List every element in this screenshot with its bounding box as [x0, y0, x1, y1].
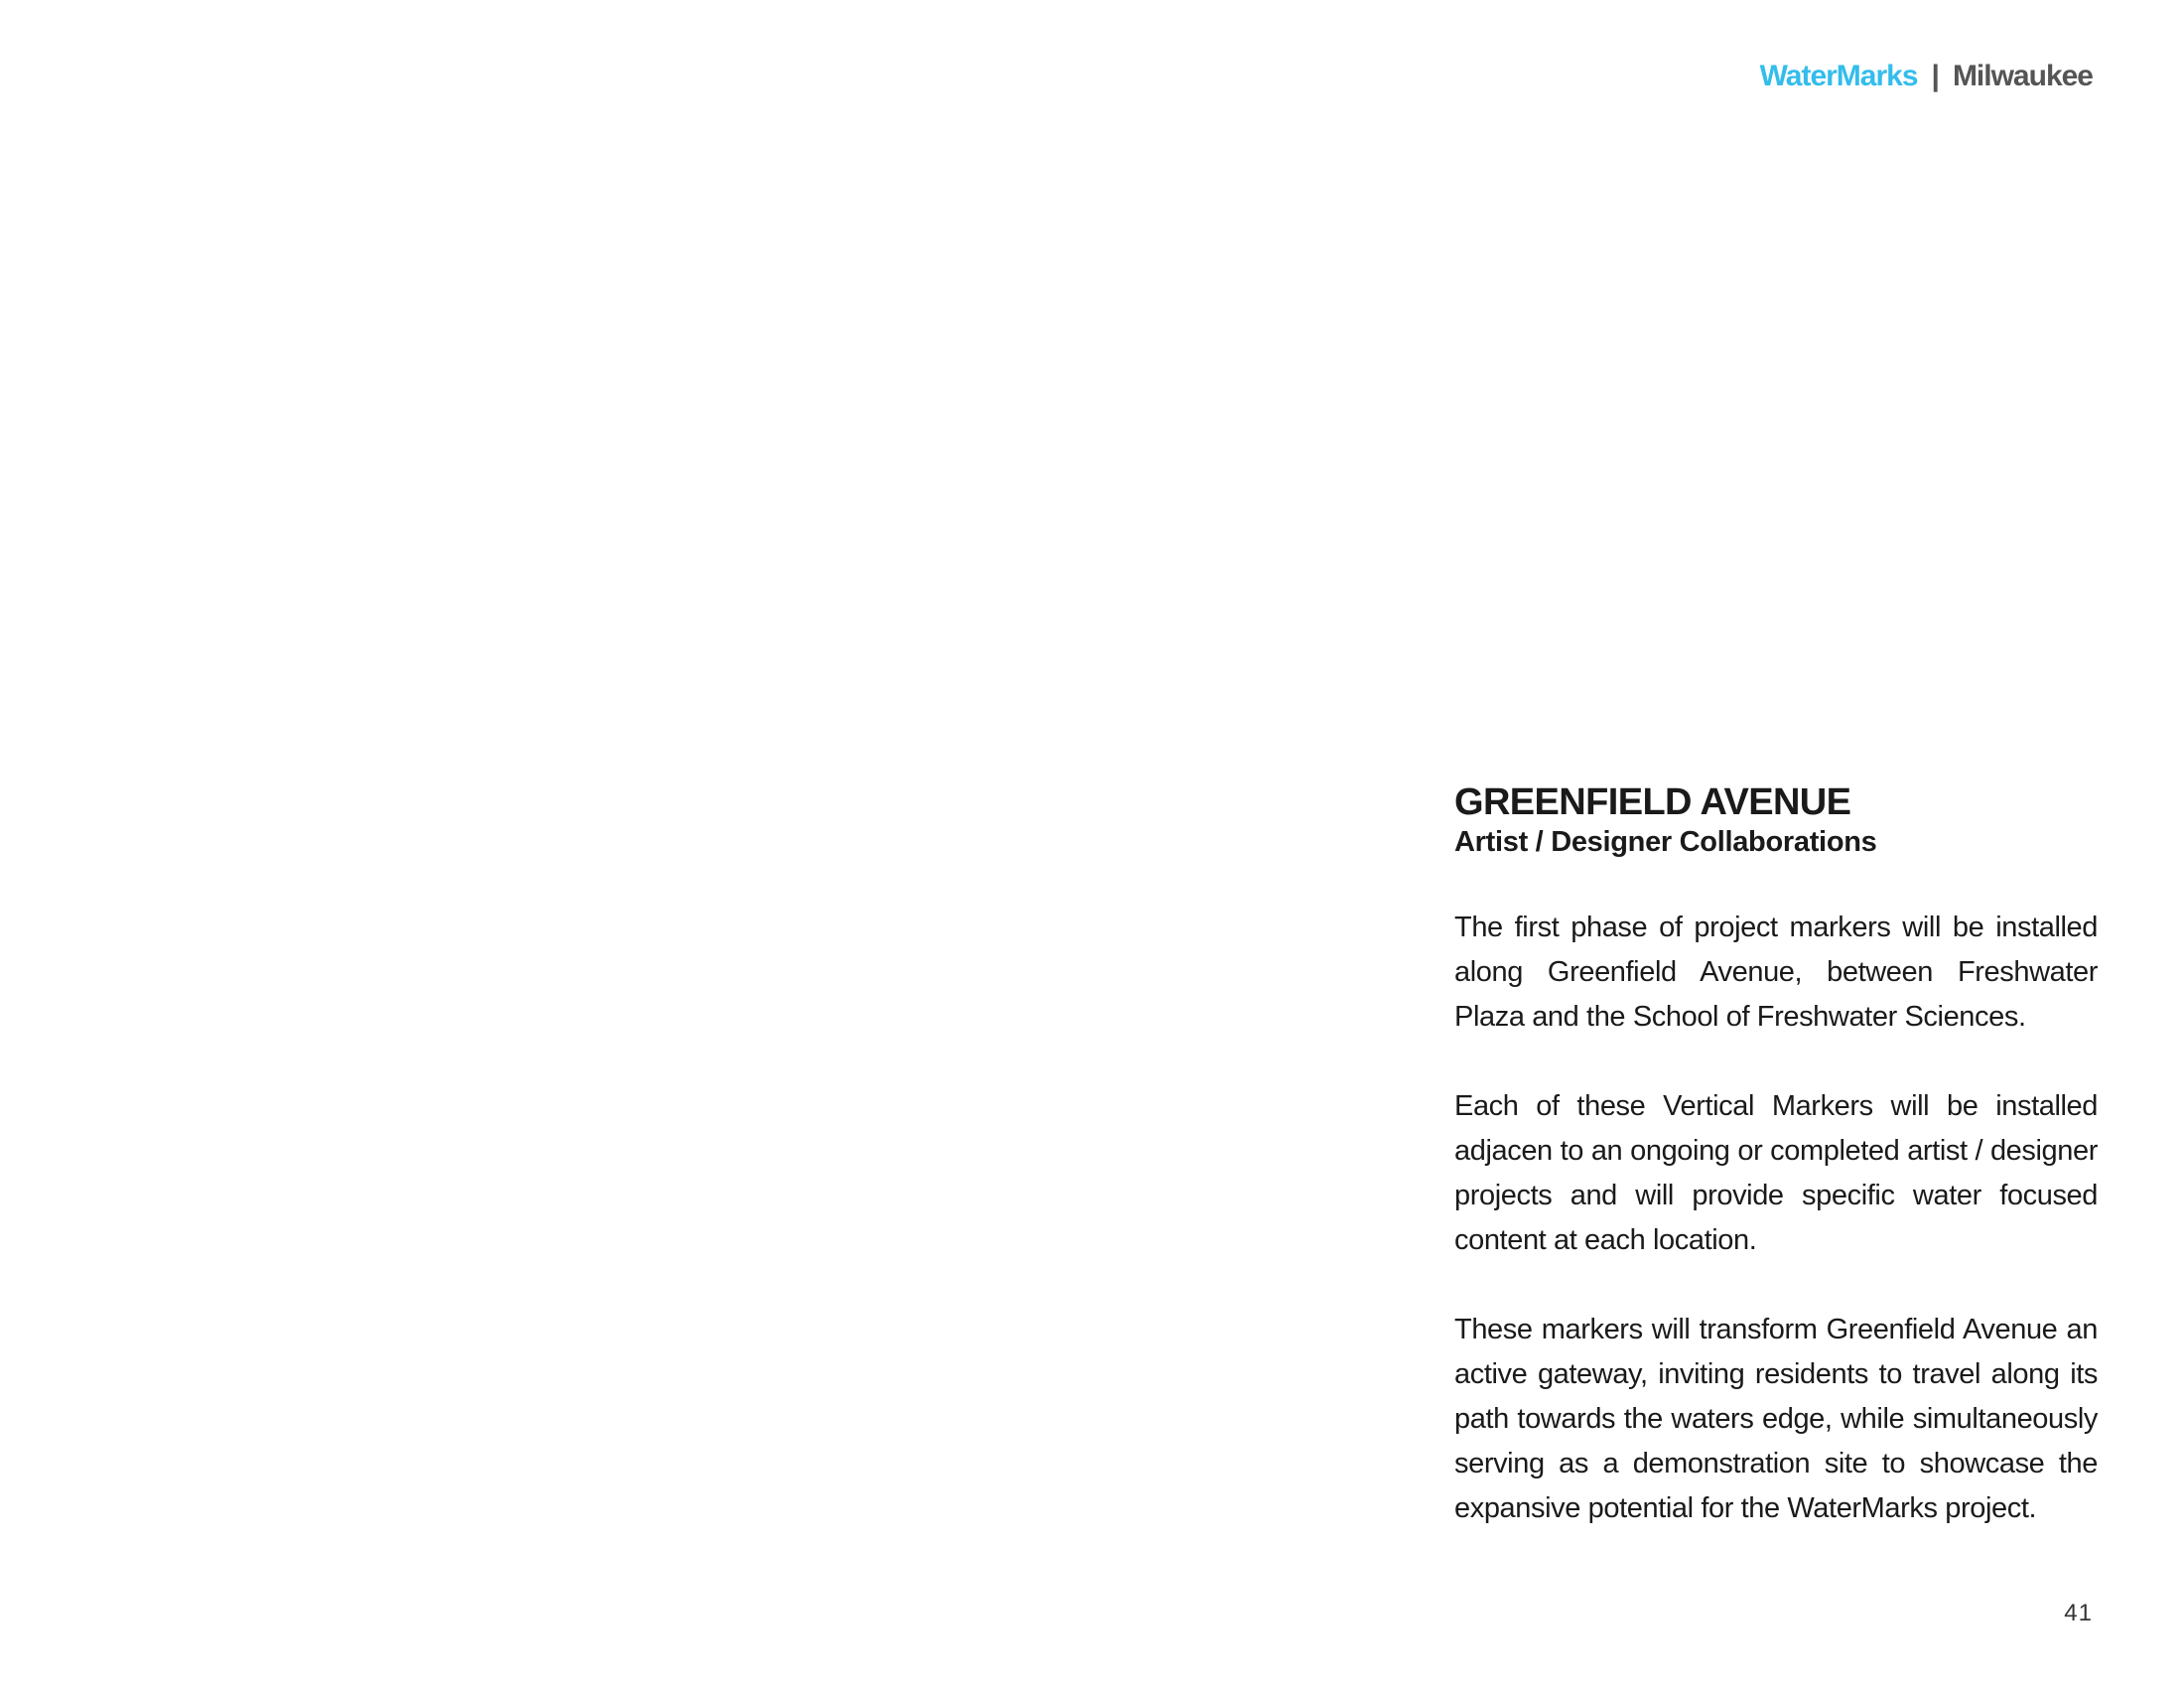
brand-name: WaterMarks: [1759, 60, 1918, 92]
section-content: [1454, 780, 2098, 1576]
body-paragraph: These markers will transform Greenfield Avenue an active gateway, inviting residents to travel along its path towards the waters edge, while simultaneously serving as a demonstration site to showcase the expansive potential for the WaterMarks project.: [1454, 1314, 2098, 1524]
city-name: Milwaukee: [1952, 60, 2093, 92]
body-paragraph: Each of these Vertical Markers will be installed adjacen to an ongoing or completed artist / designer projects and will provide specific water focused content at each location.: [1454, 1090, 2098, 1256]
page-header: [1760, 60, 2093, 93]
page-number: 41: [2064, 1600, 2093, 1626]
header-separator: |: [1931, 60, 1939, 92]
body-paragraph: The first phase of project markers will be installed along Greenfield Avenue, between Freshwater Plaza and the School of Freshwater Sciences.: [1454, 912, 2098, 1033]
section-title: GREENFIELD AVENUE: [1454, 781, 1851, 823]
section-subtitle: Artist / Designer Collaborations: [1454, 826, 1877, 858]
